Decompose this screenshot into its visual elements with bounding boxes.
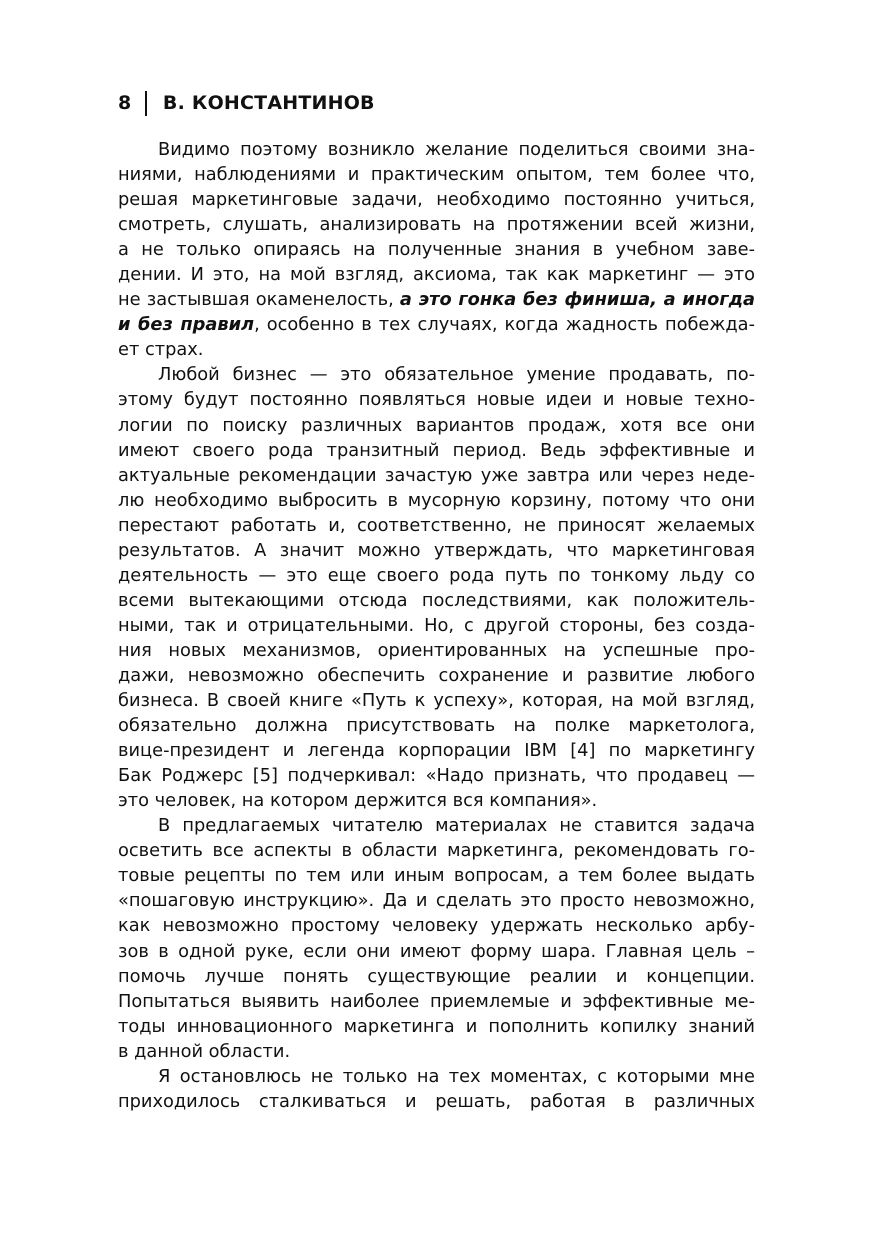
text-line: дении. И это, на мой взгляд, аксиома, так как маркетинг — это [118, 264, 755, 286]
text-line: товые рецепты по тем или иным вопросам, а тем более выдать [118, 865, 755, 887]
text-line: вице-президент и легенда корпорации IBM [4] по маркетингу [118, 740, 755, 762]
text-line: лю необходимо выбросить в мусорную корзину, потому что они [118, 489, 755, 511]
author-name: В. КОНСТАНТИНОВ [162, 92, 375, 114]
text-line: решая маркетинговые задачи, необходимо постоянно учиться, [118, 189, 755, 211]
text-line: этому будут постоянно появляться новые идеи и новые техно- [118, 389, 755, 411]
text-line: перестают работать и, соответственно, не приносят желаемых [118, 514, 755, 536]
text-line: имеют своего рода транзитный период. Ведь эффективные и [118, 439, 755, 461]
text-line: обязательно должна присутствовать на полке маркетолога, [118, 715, 755, 737]
text-line: ными, так и отрицательными. Но, с другой стороны, без созда- [118, 614, 755, 636]
paragraph [118, 362, 755, 813]
text-line: Я остановлюсь не только на тех моментах, с которыми мне [158, 1065, 755, 1087]
text-line: В предлагаемых читателю материалах не ставится задача [158, 815, 755, 837]
text-line: логии по поиску различных вариантов продаж, хотя все они [118, 414, 755, 436]
text-line: дажи, невозможно обеспечить сохранение и развитие любого [118, 664, 755, 686]
text-run: не застывшая окаменелость, [118, 289, 400, 311]
text-line: как невозможно простому человеку удержать несколько арбу- [118, 915, 755, 937]
text-line: Видимо поэтому возникло желание поделиться своими зна- [158, 139, 755, 160]
text-line: ниями, наблюдениями и практическим опытом, тем более что, [118, 164, 755, 186]
text-line: смотреть, слушать, анализировать на протяжении всей жизни, [118, 214, 755, 236]
text-line: Любой бизнес — это обязательное умение продавать, по- [158, 364, 755, 386]
text-line: ния новых механизмов, ориентированных на успешные про- [118, 639, 755, 661]
running-head [118, 90, 375, 116]
text-line [118, 312, 755, 337]
text-line: это человек, на котором держится вся компания». [118, 790, 598, 812]
text-line: а не только опираясь на полученные знания в учебном заве- [118, 239, 755, 261]
text-line: зов в одной руке, если они имеют форму шара. Главная цель – [118, 940, 755, 962]
page-number: 8 [118, 92, 132, 114]
text-line: деятельность — это еще своего рода путь по тонкому льду со [118, 564, 755, 586]
paragraph [118, 1064, 755, 1114]
text-line [118, 287, 755, 312]
text-line: ет страх. [118, 339, 204, 361]
paragraph [118, 813, 755, 1063]
paragraph [118, 137, 755, 362]
text-line: Попытаться выявить наиболее приемлемые и эффективные ме- [118, 990, 755, 1012]
text-line: всеми вытекающими отсюда последствиями, как положитель- [118, 589, 755, 611]
text-line: приходилось сталкиваться и решать, работая в различных [118, 1090, 755, 1112]
text-run: , особенно в тех случаях, когда жадность побежда- [254, 314, 755, 336]
emphasis-text: а это гонка без финиша, а иногда [399, 289, 755, 311]
text-line: помочь лучше понять существующие реалии и концепции. [118, 965, 755, 987]
text-line: результатов. А значит можно утверждать, что маркетинговая [118, 539, 755, 561]
text-line: «пошаговую инструкцию». Да и сделать это просто невозможно, [118, 890, 755, 912]
header-divider [145, 91, 147, 116]
text-line: актуальные рекомендации зачастую уже завтра или через неде- [118, 464, 755, 486]
text-line: Бак Роджерс [5] подчеркивал: «Надо признать, что продавец — [118, 765, 755, 787]
text-line: бизнеса. В своей книге «Путь к успеху», которая, на мой взгляд, [118, 690, 755, 712]
text-line: осветить все аспекты в области маркетинга, рекомендовать го- [118, 840, 755, 862]
text-line: тоды инновационного маркетинга и пополнить копилку знаний [118, 1015, 755, 1037]
emphasis-text: и без правил [118, 314, 255, 336]
text-line: в данной области. [118, 1040, 291, 1062]
body-text [118, 137, 755, 1114]
